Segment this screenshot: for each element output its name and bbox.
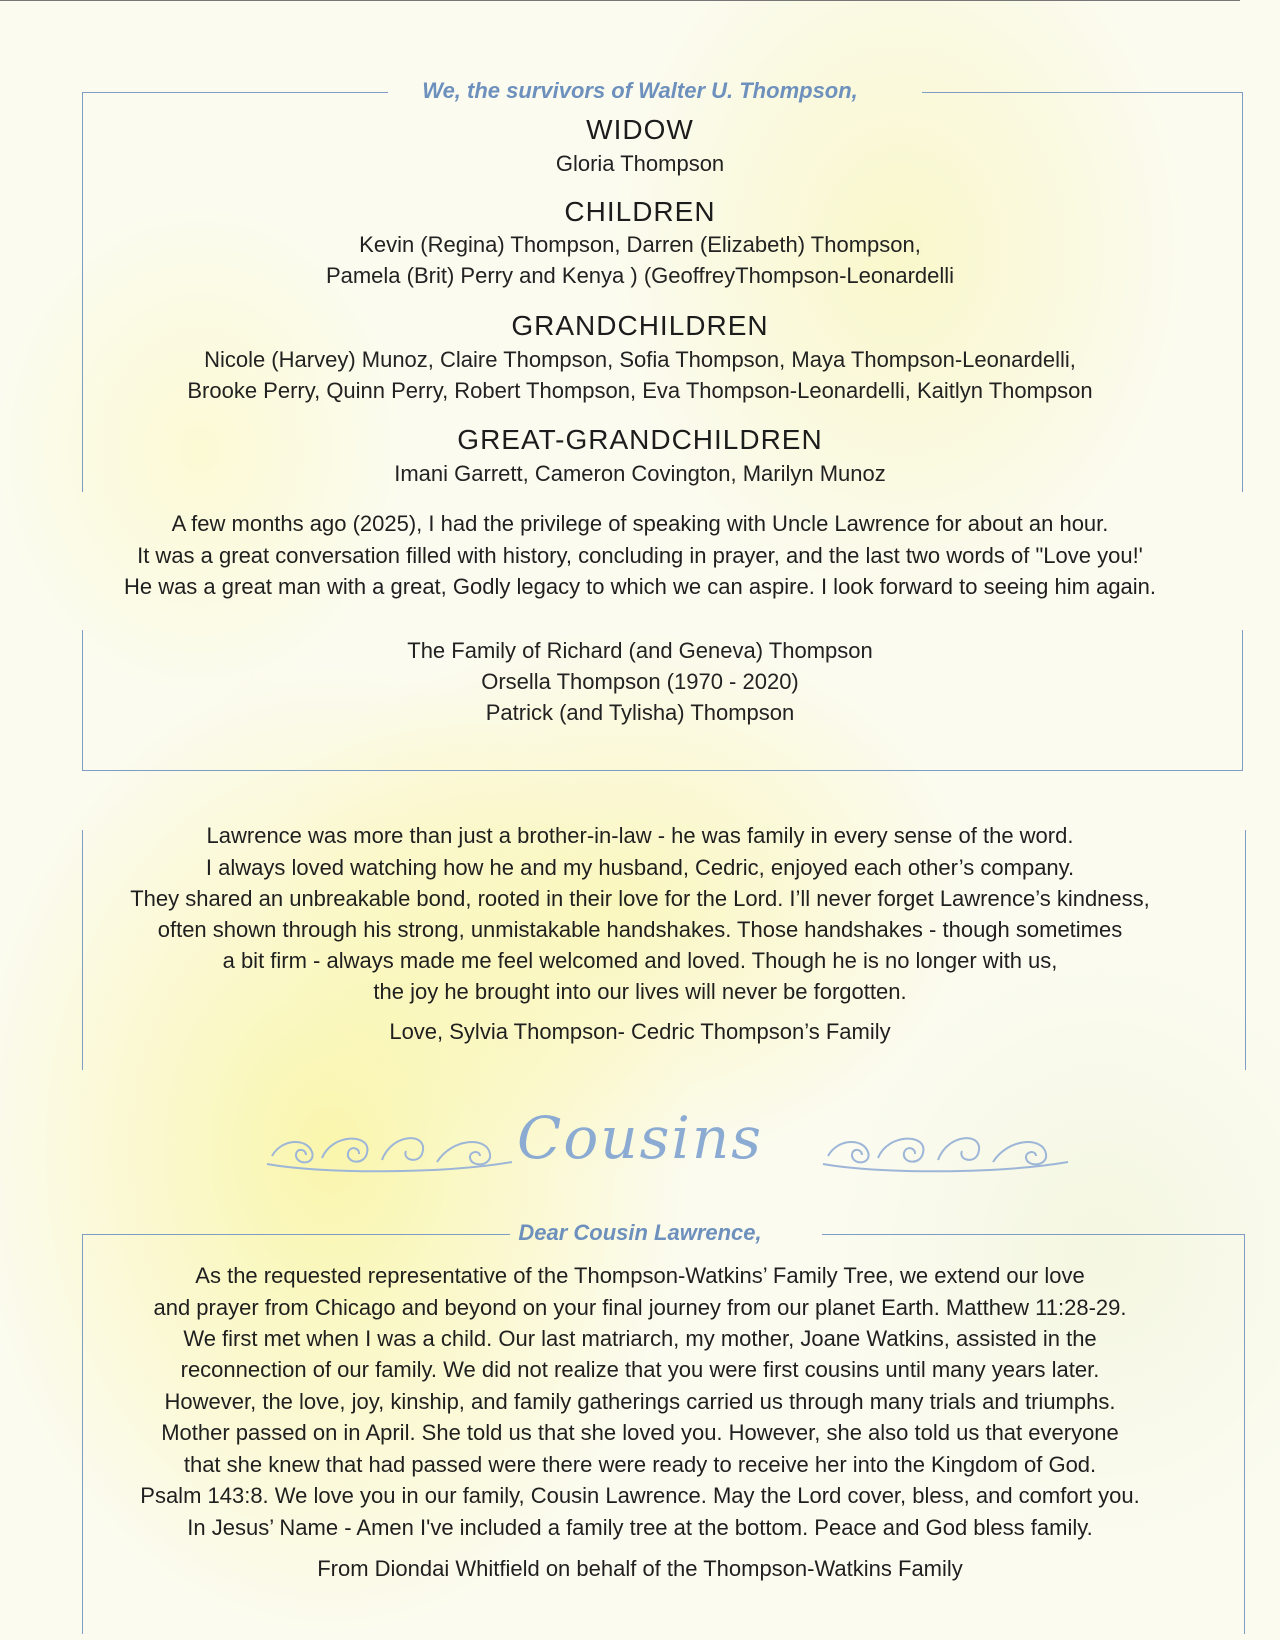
cousins-letter-line-2: and prayer from Chicago and beyond on your final journey from our planet Earth. Matthew 11:28-29.: [153, 1295, 1127, 1320]
widow-name: Gloria Thompson: [555, 151, 725, 176]
richard-signature-line-3: Patrick (and Tylisha) Thompson: [485, 700, 795, 725]
richard-tribute-line-3: He was a great man with a great, Godly legacy to which we can aspire. I look forward to seeing him again.: [123, 574, 1157, 599]
richard-signature-line-2: Orsella Thompson (1970 - 2020): [481, 669, 799, 694]
cousins-letter-line-1: As the requested representative of the Thompson-Watkins’ Family Tree, we extend our love: [195, 1263, 1085, 1288]
heading-great-grandchildren: GREAT-GRANDCHILDREN: [457, 424, 823, 455]
cousins-title: Cousins: [516, 1104, 764, 1172]
sylvia-tribute-line-3: They shared an unbreakable bond, rooted in their love for the Lord. I’ll never forget Lawrence’s kindness,: [130, 886, 1150, 911]
page-top-rule: [0, 0, 1240, 1]
richard-signature-line-1: The Family of Richard (and Geneva) Thompson: [407, 638, 873, 663]
children-line-2: Pamela (Brit) Perry and Kenya ) (GeoffreyThompson-Leonardelli: [325, 263, 955, 288]
grandchildren-line-2: Brooke Perry, Quinn Perry, Robert Thompson, Eva Thompson-Leonardelli, Kaitlyn Thompson: [187, 378, 1093, 403]
cousins-letter-line-9: In Jesus’ Name - Amen I've included a family tree at the bottom. Peace and God bless family.: [187, 1515, 1093, 1540]
cousins-letter-line-6: Mother passed on in April. She told us that she loved you. However, she also told us that everyone: [161, 1420, 1119, 1445]
sylvia-tribute-line-2: I always loved watching how he and my husband, Cedric, enjoyed each other’s company.: [205, 855, 1075, 880]
heading-grandchildren: GRANDCHILDREN: [511, 310, 769, 341]
richard-tribute-line-2: It was a great conversation filled with history, concluding in prayer, and the last two words of "Love you!': [137, 543, 1143, 568]
sylvia-tribute-line-1: Lawrence was more than just a brother-in-law - he was family in every sense of the word.: [206, 823, 1074, 848]
cousins-letter-line-4: reconnection of our family. We did not realize that you were first cousins until many years later.: [180, 1357, 1100, 1382]
sylvia-tribute-line-4: often shown through his strong, unmistakable handshakes. Those handshakes - though sometimes: [157, 917, 1123, 942]
cousins-salutation: Dear Cousin Lawrence,: [518, 1220, 762, 1245]
cousins-letter-line-3: We first met when I was a child. Our last matriarch, my mother, Joane Watkins, assisted in the: [183, 1326, 1097, 1351]
great-grandchildren-line: Imani Garrett, Cameron Covington, Marilyn Munoz: [394, 461, 886, 486]
cousins-signature: From Diondai Whitfield on behalf of the Thompson-Watkins Family: [317, 1556, 963, 1581]
richard-tribute-line-1: A few months ago (2025), I had the privilege of speaking with Uncle Lawrence for about an hour.: [171, 511, 1109, 536]
cousins-letter-line-8: Psalm 143:8. We love you in our family, Cousin Lawrence. May the Lord cover, bless, and comfort you.: [140, 1483, 1140, 1508]
right-flourish-icon: [818, 1118, 1078, 1178]
children-line-1: Kevin (Regina) Thompson, Darren (Elizabeth) Thompson,: [359, 232, 921, 257]
cousins-letter-line-5: However, the love, joy, kinship, and family gatherings carried us through many trials and triumphs.: [164, 1389, 1116, 1414]
survivors-intro: We, the survivors of Walter U. Thompson,: [422, 78, 858, 103]
grandchildren-line-1: Nicole (Harvey) Munoz, Claire Thompson, Sofia Thompson, Maya Thompson-Leonardelli,: [204, 347, 1076, 372]
cousins-letter-line-7: that she knew that had passed were there were ready to receive her into the Kingdom of God.: [183, 1452, 1097, 1477]
sylvia-tribute-line-6: the joy he brought into our lives will never be forgotten.: [373, 979, 907, 1004]
heading-children: CHILDREN: [564, 196, 716, 227]
sylvia-tribute-line-5: a bit firm - always made me feel welcomed and loved. Though he is no longer with us,: [222, 948, 1058, 973]
sylvia-signature: Love, Sylvia Thompson- Cedric Thompson’s Family: [389, 1019, 891, 1044]
heading-widow: WIDOW: [586, 114, 694, 145]
